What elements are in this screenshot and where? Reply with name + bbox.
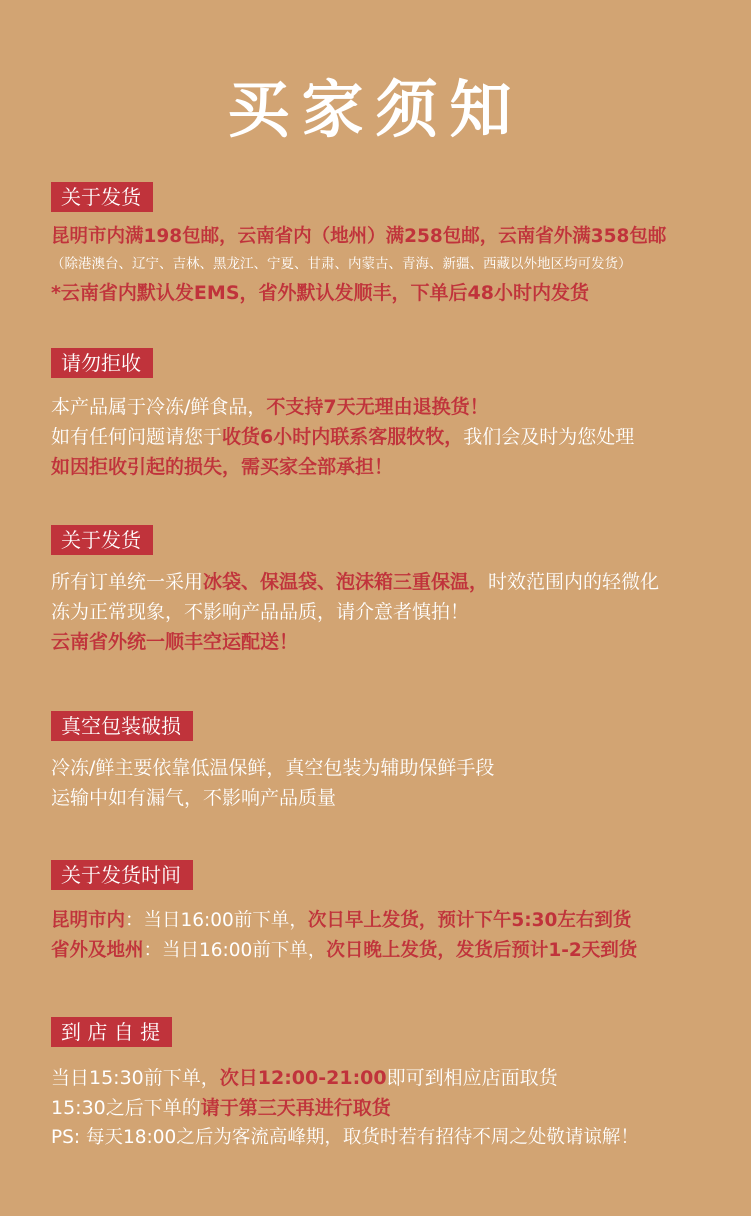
loss-line: 如因拒收引起的损失，需买家全部承担！ <box>51 456 394 478</box>
section-body <box>51 567 731 657</box>
text-highlight: 不支持7天无理由退换货！ <box>266 396 489 418</box>
section-no-rejection <box>51 348 731 482</box>
pickup-line-1 <box>51 1063 731 1093</box>
province-time-line <box>51 936 731 966</box>
text-highlight: 请于第三天再进行取货 <box>200 1097 391 1119</box>
text-segment: 我们会及时为您处理 <box>463 426 635 448</box>
section-body <box>51 392 731 482</box>
text-segment: 15:30之后下单的 <box>51 1097 201 1119</box>
no-return-line <box>51 392 731 422</box>
section-badge: 关于发货 <box>51 182 153 212</box>
text-segment: 所有订单统一采用 <box>51 571 204 593</box>
section-badge: 到 店 自 提 <box>51 1017 172 1047</box>
shipping-carrier-note: *云南省内默认发EMS，省外默认发顺丰，下单后48小时内发货 <box>51 282 589 304</box>
shipping-free-threshold: 昆明市内满198包邮，云南省内（地州）满258包邮，云南省外满358包邮 <box>51 226 667 247</box>
vacuum-line-2: 运输中如有漏气，不影响产品质量 <box>51 787 337 809</box>
text-highlight: 省外及地州 <box>51 940 144 961</box>
section-badge: 请勿拒收 <box>51 348 153 378</box>
text-segment: ：当日16:00前下单， <box>125 910 308 931</box>
text-segment: 当日15:30前下单， <box>51 1067 220 1089</box>
section-vacuum-damage <box>51 711 731 813</box>
kunming-time-line <box>51 906 731 936</box>
text-segment: 如有任何问题请您于 <box>51 426 223 448</box>
pickup-ps-line: PS: 每天18:00之后为客流高峰期，取货时若有招待不周之处敬请谅解！ <box>51 1127 639 1148</box>
text-highlight: 次日12:00-21:00 <box>219 1067 387 1089</box>
packaging-line <box>51 567 731 597</box>
text-highlight: 昆明市内 <box>51 910 126 931</box>
text-segment: 本产品属于冷冻/鲜食品， <box>51 396 267 418</box>
vacuum-line-1: 冷冻/鲜主要依靠低温保鲜，真空包装为辅助保鲜手段 <box>51 757 495 779</box>
text-segment: 即可到相应店面取货 <box>386 1067 558 1089</box>
section-badge: 关于发货 <box>51 525 153 555</box>
section-shipping-time <box>51 860 731 966</box>
text-highlight: 次日早上发货，预计下午5:30左右到货 <box>307 910 632 931</box>
text-segment: ：当日16:00前下单， <box>143 940 327 961</box>
text-highlight: 冰袋、保温袋、泡沫箱三重保温， <box>203 571 489 593</box>
section-badge: 关于发货时间 <box>51 860 193 890</box>
sf-airfreight-line: 云南省外统一顺丰空运配送！ <box>51 631 299 653</box>
pickup-line-2 <box>51 1093 731 1123</box>
section-badge: 真空包装破损 <box>51 711 193 741</box>
page-title: 买家须知 <box>227 73 524 146</box>
section-store-pickup <box>51 1017 731 1153</box>
text-highlight: 收货6小时内联系客服牧牧， <box>222 426 464 448</box>
section-shipping <box>51 182 731 308</box>
section-body <box>51 906 731 966</box>
text-segment: 时效范围内的轻微化 <box>488 571 660 593</box>
section-body <box>51 222 731 308</box>
contact-line <box>51 422 731 452</box>
thaw-line: 冻为正常现象，不影响产品品质，请介意者慎拍！ <box>51 601 470 623</box>
shipping-region-note: （除港澳台、辽宁、吉林、黑龙江、宁夏、甘肃、内蒙古、青海、新疆、西藏以外地区均可发货） <box>51 256 632 272</box>
section-packaging <box>51 525 731 657</box>
text-highlight: 次日晚上发货，发货后预计1-2天到货 <box>326 940 638 961</box>
section-body <box>51 753 731 813</box>
section-body <box>51 1063 731 1153</box>
